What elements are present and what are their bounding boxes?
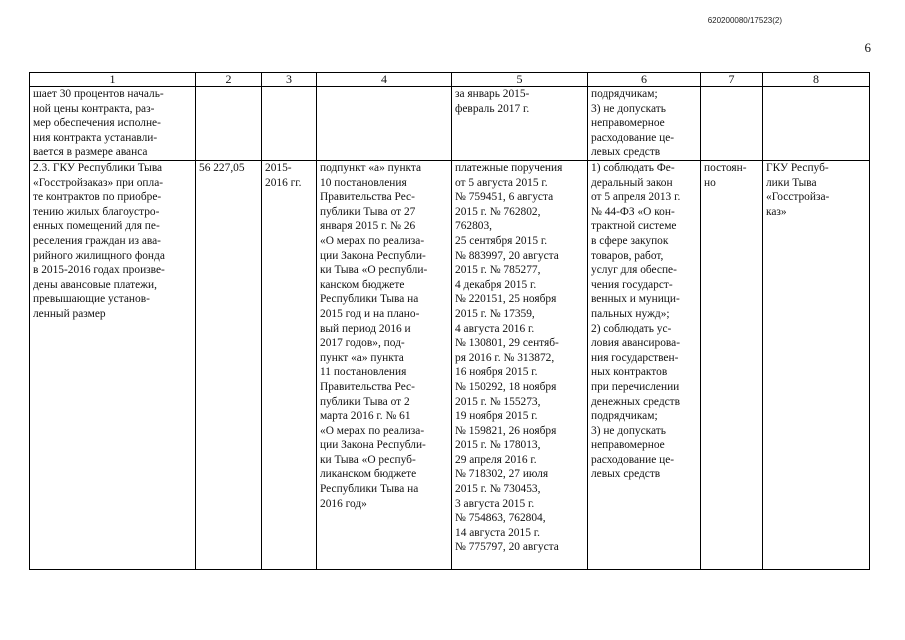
table-cell [701,87,763,161]
header-cell: 1 [30,73,196,87]
table-cell [196,87,262,161]
table-cell [763,87,870,161]
header-cell: 6 [588,73,701,87]
table-cell: за январь 2015- февраль 2017 г. [452,87,588,161]
header-cell: 8 [763,73,870,87]
table-cell: 2015- 2016 гг. [262,161,317,570]
table-row [30,161,870,570]
table-row [30,87,870,161]
table-cell: 2.3. ГКУ Республики Тыва «Госстройзаказ» при опла- те контрактов по приобре- тению жилых благоустро- енных помещений для пе- реселения граждан из ава- рийного жилищного фонда в 2015-2016 годах произве- дены авансовые платежи, превышающие установ- ленный размер [30,161,196,570]
header-cell: 7 [701,73,763,87]
header-row [30,73,870,87]
table-cell: подрядчикам; 3) не допускать неправомерное расходование це- левых средств [588,87,701,161]
table-cell: подпункт «а» пункта 10 постановления Правительства Рес- публики Тыва от 27 января 2015 г. № 26 «О мерах по реализа- ции Закона Республи- ки Тыва «О республи- канском бюджете Республики Тыва на 2015 год и на плано- вый период 2016 и 2017 годов», под- пункт «а» пункта 11 постановления Правительства Рес- публики Тыва от 2 марта 2016 г. № 61 «О мерах по реализа- ции Закона Республи- ки Тыва «О респуб- ликанском бюджете Республики Тыва на 2016 год» [317,161,452,570]
table-cell [262,87,317,161]
table-cell: шает 30 процентов началь- ной цены контракта, раз- мер обеспечения исполне- ния контракта устанавли- вается в размере аванса [30,87,196,161]
header-cell: 3 [262,73,317,87]
table-cell: 56 227,05 [196,161,262,570]
document-code: 620200080/17523(2) [707,16,782,25]
header-cell: 4 [317,73,452,87]
table-cell: постоян- но [701,161,763,570]
findings-table [29,72,870,570]
header-cell: 5 [452,73,588,87]
table-cell: ГКУ Респуб- лики Тыва «Госстройза- каз» [763,161,870,570]
table-cell [317,87,452,161]
table-cell: 1) соблюдать Фе- деральный закон от 5 апреля 2013 г. № 44-ФЗ «О кон- трактной системе в сфере закупок товаров, работ, услуг для обеспе- чения государст- венных и муници- пальных нужд»; 2) соблюдать ус- ловия авансирова- ния государствен- ных контрактов при перечислении денежных средств подрядчикам; 3) не допускать неправомерное расходование це- левых средств [588,161,701,570]
page-number: 6 [864,40,871,55]
header-cell: 2 [196,73,262,87]
table-cell: платежные поручения от 5 августа 2015 г. № 759451, 6 августа 2015 г. № 762802, 762803, 25 сентября 2015 г. № 883997, 20 августа 2015 г. № 785277, 4 декабря 2015 г. № 220151, 25 ноября 2015 г. № 17359, 4 августа 2016 г. № 130801, 29 сентяб- ря 2016 г. № 313872, 16 ноября 2015 г. № 150292, 18 ноября 2015 г. № 155273, 19 ноября 2015 г. № 159821, 26 ноября 2015 г. № 178013, 29 апреля 2016 г. № 718302, 27 июля 2015 г. № 730453, 3 августа 2015 г. № 754863, 762804, 14 августа 2015 г. № 775797, 20 августа [452,161,588,570]
